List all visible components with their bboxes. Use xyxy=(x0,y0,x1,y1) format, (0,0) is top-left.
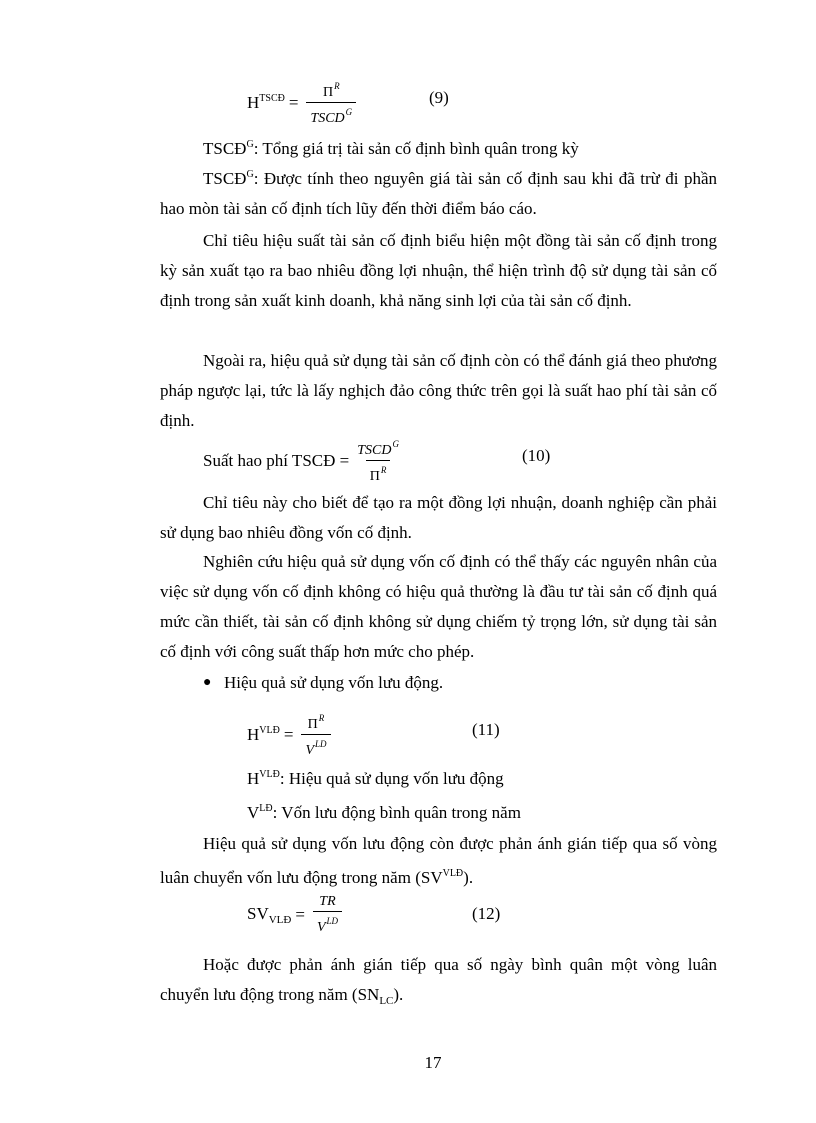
equation-number-10: (10) xyxy=(522,446,551,465)
definition-vld: $V^{LĐ}$: Vốn lưu động bình quân trong năm xyxy=(247,803,521,822)
equation-number-11: (11) xyxy=(472,720,500,739)
bullet-dot: ● xyxy=(203,675,212,690)
formula-12-fraction: $\frac{TR}{V^{LD}}$ xyxy=(313,894,342,936)
formula-10-lhs: Suất hao phí TSCĐ = xyxy=(203,450,350,470)
equation-number-12: (12) xyxy=(472,904,501,923)
paragraph-nghien-cuu: Nghiên cứu hiệu quả sử dụng vốn cố định có thể thấy các nguyên nhân của việc sử dụng vốn cố định không có hiệu quả thường là đầu tư tài sản cố định quá mức cần thiết, tài sản cố định không sử dụng chiếm tỷ trọng lớn, sử dụng tài sản cố định với công suất thấp hơn mức cho phép. xyxy=(160,552,717,661)
formula-10-fraction: $\frac{TSCD^G}{\Pi^R}$ xyxy=(357,439,399,484)
formula-9-fraction: $\frac{\Pi^R}{TSCD^G}$ xyxy=(306,78,356,127)
formula-11: $H^{VLĐ}$ = $\frac{\Pi^R}{V^{LD}}$ xyxy=(247,710,335,759)
definition-tscd-g-computed: $TSCĐ^G$: Được tính theo nguyên giá tài sản cố định sau khi đã trừ đi phần hao mòn tài sản cố định tích lũy đến thời điểm báo cáo. xyxy=(160,169,717,218)
formula-9: $H^{TSCĐ}$ = $\frac{\Pi^R}{TSCD^G}$ xyxy=(247,78,360,127)
paragraph-hieu-suat: Chỉ tiêu hiệu suất tài sản cố định biểu hiện một đồng tài sản cố định trong kỳ sản xuất tạo ra bao nhiêu đồng lợi nhuận, thể hiện trình độ sử dụng tài sản cố định trong sản xuất kinh doanh, khả năng sinh lợi của tài sản cố định. xyxy=(160,231,717,310)
formula-11-fraction: $\frac{\Pi^R}{V^{LD}}$ xyxy=(301,710,330,759)
formula-12-lhs: $SV_{VLĐ}$ xyxy=(247,904,292,926)
equation-number-9: (9) xyxy=(429,88,449,107)
bullet-vld: Hiệu quả sử dụng vốn lưu động. xyxy=(224,673,444,692)
definition-tscd-g-total: $TSCĐ^G$: Tổng giá trị tài sản cố định bình quân trong kỳ xyxy=(203,139,579,158)
formula-9-lhs: $H^{TSCĐ}$ xyxy=(247,92,285,112)
formula-10 xyxy=(203,436,407,485)
formula-11-lhs: $H^{VLĐ}$ xyxy=(247,724,280,744)
paragraph-gian-tiep-so-vong: Hiệu quả sử dụng vốn lưu động còn được phản ánh gián tiếp qua số vòng luân chuyển vốn lưu động trong năm $(SV^{VLĐ})$. xyxy=(160,834,717,887)
definition-hvld: $H^{VLĐ}$: Hiệu quả sử dụng vốn lưu động xyxy=(247,769,504,788)
formula-12: $SV_{VLĐ}$ = $\frac{TR}{V^{LD}}$ xyxy=(247,894,346,936)
page-number: 17 xyxy=(424,1053,442,1072)
paragraph-gian-tiep-so-ngay: Hoặc được phản ánh gián tiếp qua số ngày bình quân một vòng luân chuyển lưu động trong năm $(SN_{LC})$. xyxy=(160,955,717,1007)
paragraph-chi-tieu: Chỉ tiêu này cho biết để tạo ra một đồng lợi nhuận, doanh nghiệp cần phải sử dụng bao nhiêu đồng vốn cố định. xyxy=(160,493,717,542)
paragraph-ngoai-ra: Ngoài ra, hiệu quả sử dụng tài sản cố định còn có thể đánh giá theo phương pháp ngược lại, tức là lấy nghịch đảo công thức trên gọi là suất hao phí tài sản cố định. xyxy=(160,351,717,430)
